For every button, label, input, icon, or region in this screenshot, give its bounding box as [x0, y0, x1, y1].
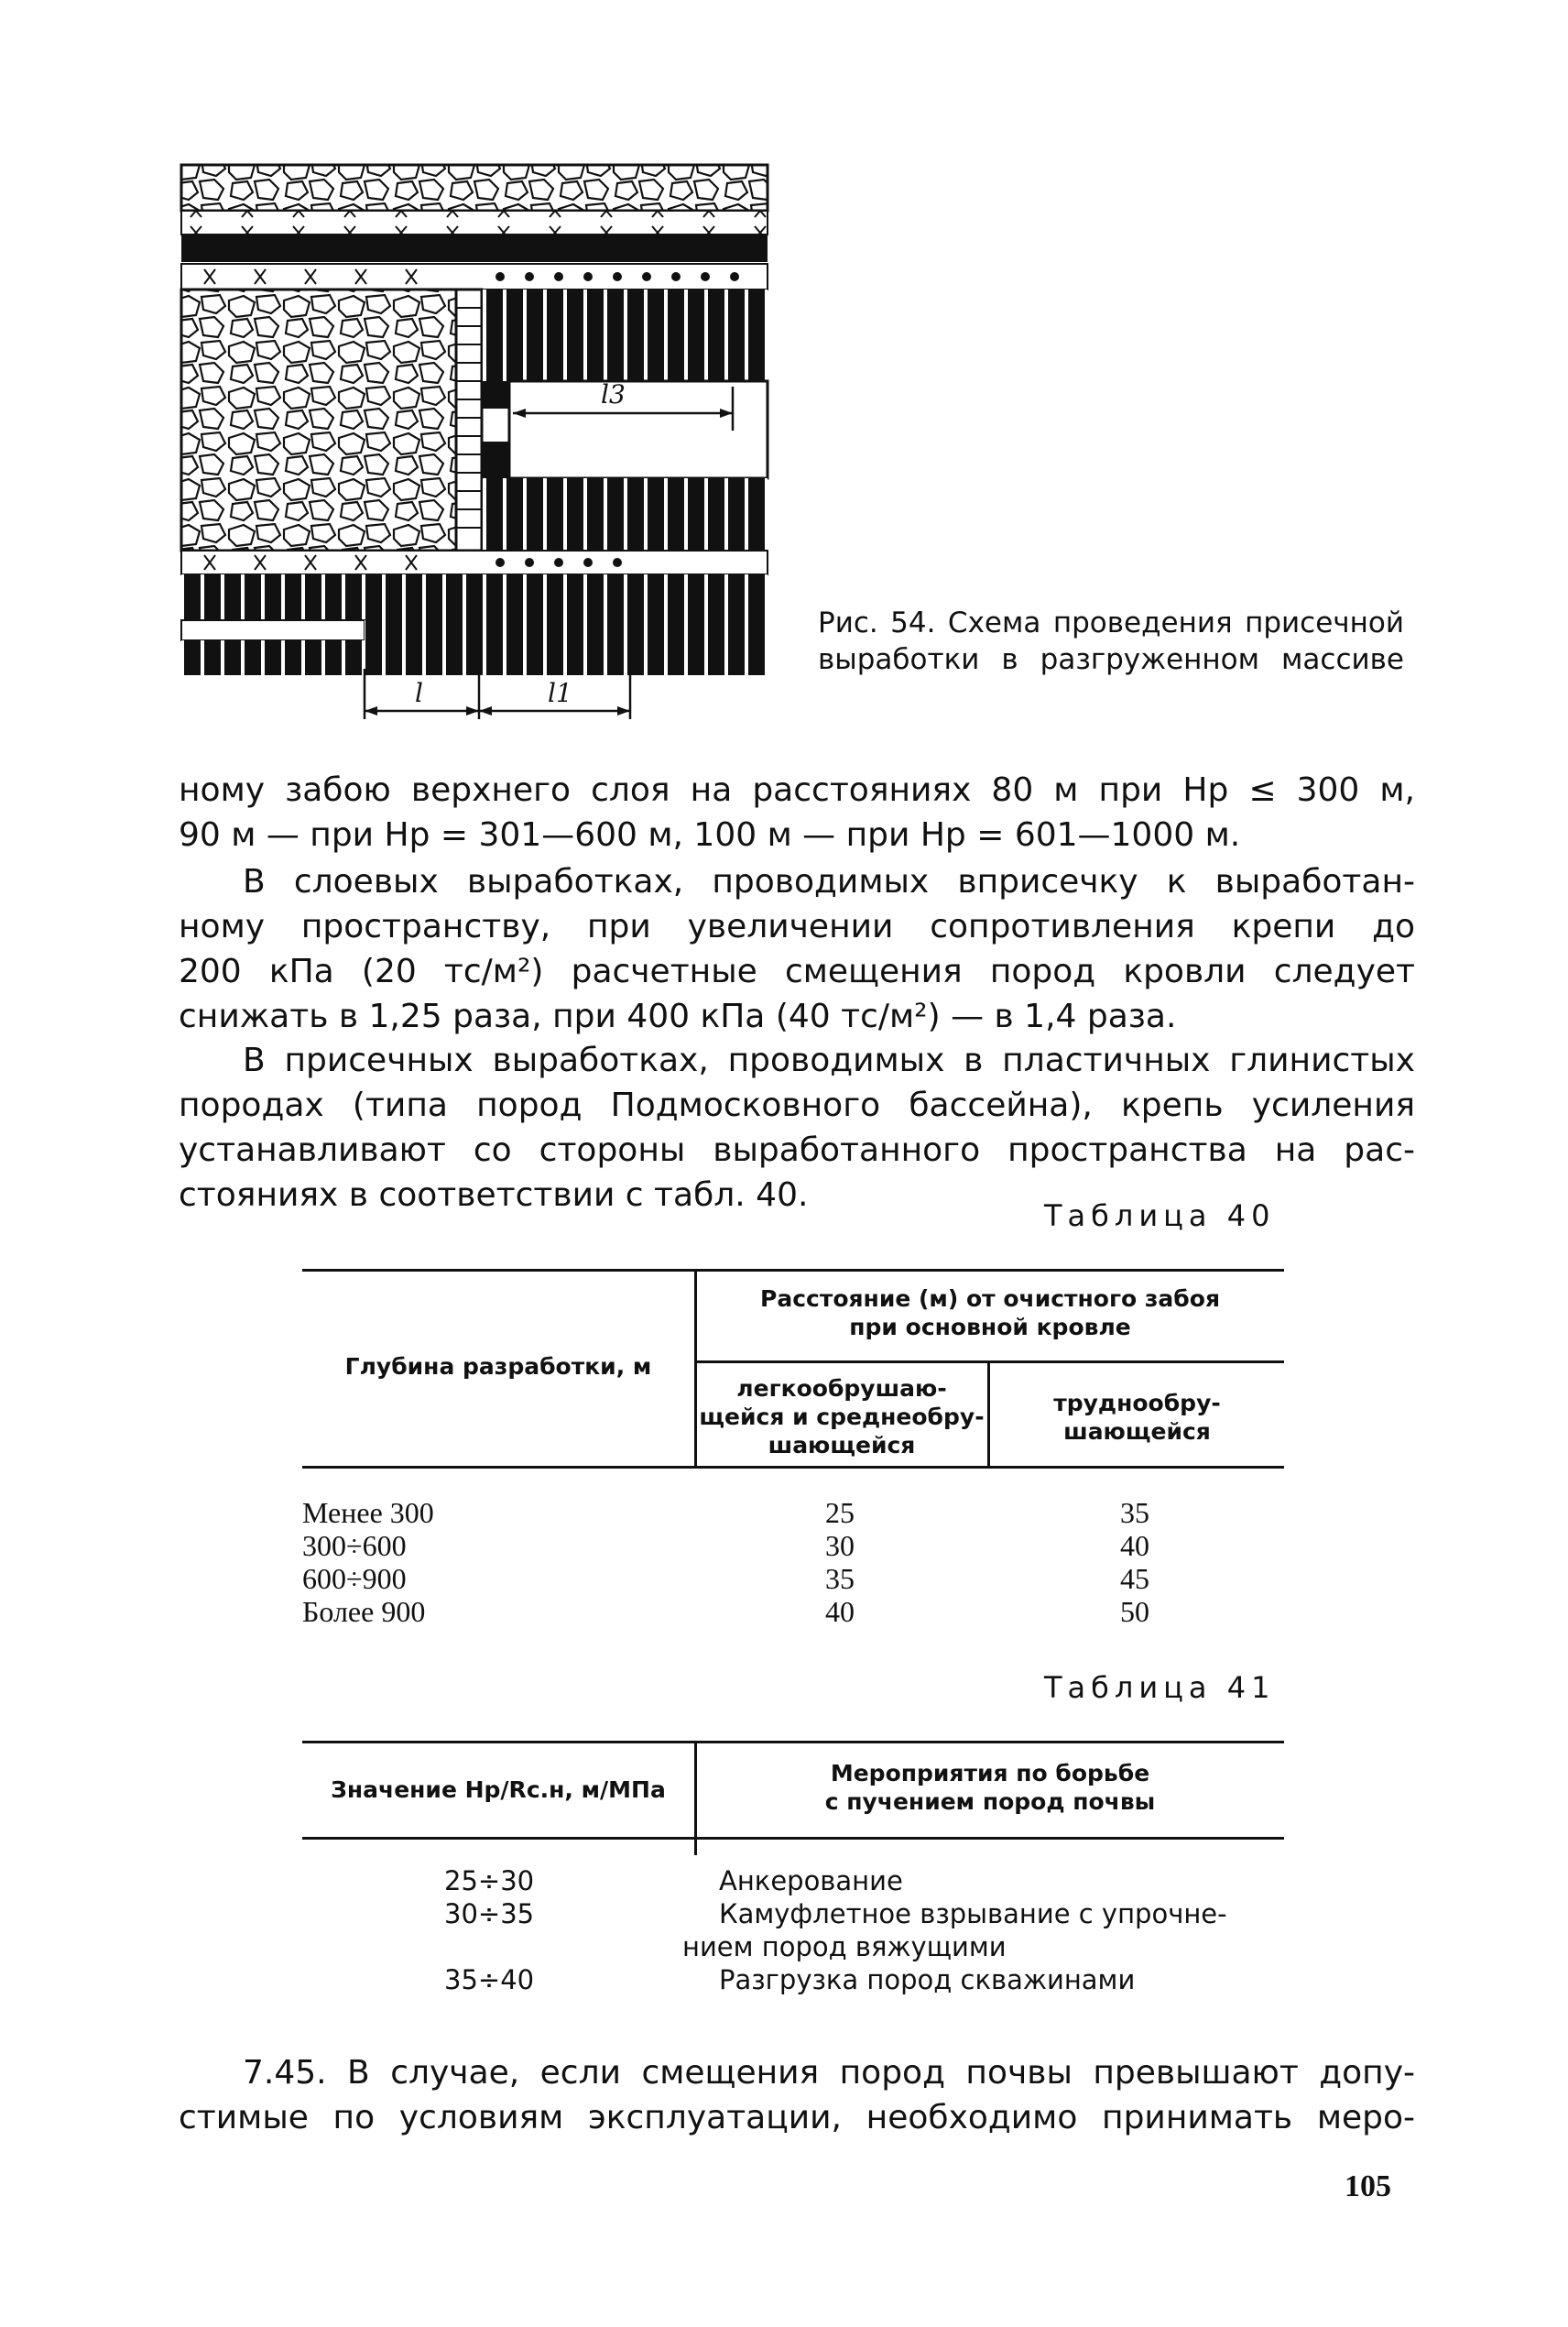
- table-40-group-header-line: при основной кровле: [849, 1314, 1131, 1340]
- figure-label-l1: l1: [548, 678, 572, 708]
- paragraph-line: В присечных выработках, проводимых в пластичных глинистых: [243, 1042, 1415, 1079]
- table-40-depth-cell: Более 900: [302, 1595, 426, 1628]
- table-40-header-rule: [302, 1466, 1284, 1469]
- figure-label-l3: l3: [601, 379, 626, 410]
- table-row: [302, 1595, 1284, 1628]
- table-40-body: [302, 1496, 1284, 1628]
- paragraph-7-45: [179, 2050, 1415, 2140]
- table-40-group-header-line: Расстояние (м) от очистного забоя: [760, 1285, 1220, 1312]
- table-40-hard-cell: 50: [1120, 1595, 1149, 1628]
- table-41-value-cell: 30÷35: [444, 1898, 535, 1929]
- table-40-easy-cell: 35: [825, 1562, 855, 1595]
- table-row: [302, 1496, 1284, 1529]
- paragraph-line: 200 кПа (20 тс/м²) расчетные смещения пород кровли следует: [179, 953, 1415, 990]
- table-41-measure-cell: Анкерование: [719, 1865, 903, 1896]
- table-41-measure-header-line: с пучением пород почвы: [824, 1788, 1156, 1815]
- table-40-easy-header: [696, 1374, 987, 1459]
- table-40-group-header: [696, 1284, 1284, 1341]
- table-row: [302, 1897, 1284, 1930]
- paragraph-line: ному пространству, при увеличении сопротивления крепи до: [179, 908, 1415, 945]
- table-40-depth-header: Глубина разработки, м: [344, 1353, 652, 1380]
- table-40-easy-header-line: шающейся: [768, 1432, 916, 1458]
- table-40-hard-header-line: шающейся: [1063, 1418, 1211, 1445]
- figure-caption: [818, 605, 1404, 678]
- paragraph-1: [179, 768, 1415, 858]
- paragraph-line: снижать в 1,25 раза, при 400 кПа (40 тс/м²) — в 1,4 раза.: [179, 998, 1177, 1035]
- table-40-hard-cell: 40: [1120, 1529, 1149, 1562]
- table-41-value-header: Значение Hр/Rс.н, м/МПа: [331, 1776, 666, 1803]
- table-41-value-cell: 35÷40: [444, 1964, 535, 1995]
- table-40-depth-cell: 600÷900: [302, 1562, 407, 1595]
- table-row: [302, 1864, 1284, 1897]
- table-row: [302, 1930, 1284, 1963]
- table-40-title: Таблица 40: [1044, 1198, 1276, 1233]
- table-41-top-rule: [302, 1741, 1284, 1743]
- page-number: 105: [1345, 2169, 1391, 2203]
- table-41-measure-header: [696, 1759, 1284, 1816]
- table-40-hard-header-line: труднообру-: [1053, 1390, 1221, 1416]
- table-41-body: [302, 1864, 1284, 1996]
- table-row: [302, 1562, 1284, 1595]
- figure-caption-line-1: Рис. 54. Схема проведения присечной: [818, 606, 1404, 639]
- table-41-measure-header-line: Мероприятия по борьбе: [830, 1760, 1150, 1786]
- table-40-easy-cell: 30: [825, 1529, 855, 1562]
- paragraph-line: 7.45. В случае, если смещения пород почвы превышают допу-: [243, 2054, 1415, 2092]
- figure-54-diagram: [172, 156, 777, 728]
- table-41-measure-cell-continued: нием пород вяжущими: [682, 1931, 1007, 1962]
- paragraph-line: 90 м — при Hр = 301—600 м, 100 м — при Hр = 601—1000 м.: [179, 816, 1241, 854]
- figure-caption-line-2: выработки в разгруженном массиве: [818, 643, 1404, 676]
- table-40-hard-cell: 35: [1120, 1496, 1149, 1529]
- table-40-depth-cell: 300÷600: [302, 1529, 407, 1562]
- paragraph-line: В слоевых выработках, проводимых вприсечку к выработан-: [243, 863, 1415, 901]
- table-40-hard-cell: 45: [1120, 1562, 1149, 1595]
- table-41-value-cell: 25÷30: [444, 1865, 535, 1896]
- paragraph-line: стимые по условиям эксплуатации, необходимо принимать меро-: [179, 2099, 1415, 2136]
- table-40-depth-cell: Менее 300: [302, 1496, 434, 1529]
- figure-label-l: l: [415, 678, 423, 708]
- table-41-title: Таблица 41: [1044, 1670, 1276, 1705]
- paragraph-2: [179, 859, 1415, 1039]
- table-40-hard-header: [990, 1389, 1284, 1446]
- table-41-header-rule: [302, 1837, 1284, 1840]
- table-41-measure-cell: Разгрузка пород скважинами: [719, 1964, 1136, 1995]
- table-41-measure-cell: Камуфлетное взрывание с упрочне-: [719, 1898, 1227, 1929]
- table-40-easy-cell: 25: [825, 1496, 855, 1529]
- table-row: [302, 1529, 1284, 1562]
- table-row: [302, 1963, 1284, 1996]
- table-40-top-rule: [302, 1269, 1284, 1272]
- table-40-easy-header-line: легкообрушаю-: [736, 1375, 947, 1402]
- paragraph-3: [179, 1038, 1415, 1218]
- table-40-easy-header-line: щейся и среднеобру-: [699, 1404, 985, 1430]
- paragraph-line: ному забою верхнего слоя на расстояниях 80 м при Hр ≤ 300 м,: [179, 771, 1415, 809]
- paragraph-line: стояниях в соответствии с табл. 40.: [179, 1176, 809, 1214]
- paragraph-line: породах (типа пород Подмосковного бассейна), крепь усиления: [179, 1087, 1415, 1124]
- paragraph-line: устанавливают со стороны выработанного пространства на рас-: [179, 1131, 1415, 1169]
- table-40-easy-cell: 40: [825, 1595, 855, 1628]
